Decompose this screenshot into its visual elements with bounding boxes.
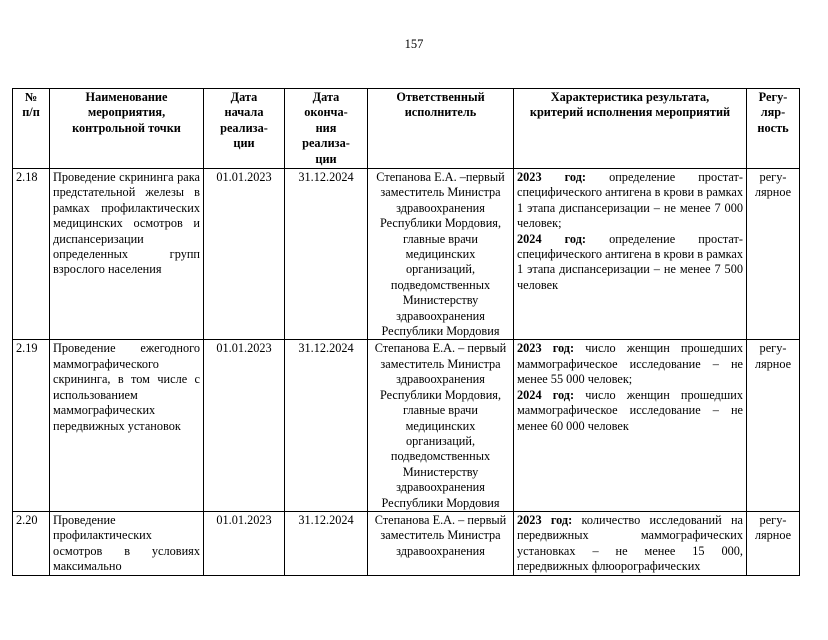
result-entry [517, 341, 743, 387]
regularity: регу-лярное [747, 169, 800, 340]
row-number: 2.18 [13, 169, 50, 340]
regularity: регу-лярное [747, 340, 800, 511]
activity-name: Проведение скрининга рака предстательной железы в рамках профилактических медицинских осмотров и диспансеризации определенных групп взрослого населения [50, 169, 204, 340]
page-bottom-mask [0, 592, 828, 640]
result-year: 2024 год: [517, 387, 575, 402]
header-end-date [285, 89, 368, 169]
result-entry [517, 513, 743, 575]
result-year: 2023 год: [517, 512, 573, 527]
activities-table [12, 88, 800, 576]
end-date: 31.12.2024 [285, 511, 368, 575]
row-number: 2.20 [13, 511, 50, 575]
table-row [13, 511, 800, 575]
result-text: определение простат-специфического антигена в крови в рамках 1 этапа диспансеризации – не менее 7 000 человек; [517, 170, 743, 231]
end-date: 31.12.2024 [285, 169, 368, 340]
header-start-line: начала [224, 105, 264, 120]
header-end-line: Дата [312, 90, 340, 104]
header-name [50, 89, 204, 169]
result-year: 2024 год: [517, 231, 587, 246]
result-description [514, 511, 747, 575]
end-date: 31.12.2024 [285, 340, 368, 511]
header-start-line: реализа- [220, 120, 268, 135]
result-text: число женщин прошедших маммографическое исследование – не менее 60 000 человек [517, 387, 743, 433]
header-result-line: Характеристика результата, [550, 90, 710, 104]
responsible: Степанова Е.А. – первый заместитель Министра здравоохранения Республики Мордовия, главные врачи медицинских организаций, подведомственных Министерству здравоохранения Республики Мордовия [368, 340, 514, 511]
activity-name: Проведение профилактических осмотров в условиях максимально [50, 511, 204, 575]
row-number: 2.19 [13, 340, 50, 511]
header-end-line: реализа- [302, 136, 350, 151]
header-name-line: мероприятия, [87, 105, 166, 120]
header-num [13, 89, 50, 169]
responsible: Степанова Е.А. –первый заместитель Министра здравоохранения Республики Мордовия, главные врачи медицинских организаций, подведомственных Министерству здравоохранения Республики Мордовия [368, 169, 514, 340]
start-date: 01.01.2023 [204, 340, 285, 511]
page-number: 157 [404, 37, 424, 51]
header-num-line: № [24, 90, 38, 104]
result-year: 2023 год: [517, 170, 587, 184]
table-row [13, 169, 800, 340]
header-regularity-line: Регу- [758, 90, 788, 104]
regularity: регу-лярное [747, 511, 800, 575]
header-start-line: ции [233, 136, 255, 151]
header-regularity-line: ляр- [760, 105, 786, 120]
result-text: количество исследований на передвижных маммографических установках – не менее 15 000, передвижных флюорографических [517, 512, 743, 574]
table-row [13, 340, 800, 511]
header-end-line: оконча- [304, 105, 348, 120]
header-name-line: Наименование [85, 90, 168, 104]
header-result-line: критерий исполнения мероприятий [529, 105, 731, 120]
header-start-date [204, 89, 285, 169]
header-name-line: контрольной точки [72, 120, 181, 135]
result-year: 2023 год: [517, 341, 575, 356]
header-responsible-line: Ответственный [396, 90, 485, 104]
header-end-line: ции [315, 151, 337, 166]
header-regularity-line: ность [757, 120, 789, 135]
header-regularity [747, 89, 800, 169]
result-entry [517, 170, 743, 232]
result-description [514, 169, 747, 340]
start-date: 01.01.2023 [204, 511, 285, 575]
header-responsible-line: исполнитель [404, 105, 477, 120]
result-entry [517, 232, 743, 294]
header-start-line: Дата [230, 90, 258, 104]
header-end-line: ния [315, 120, 337, 135]
header-responsible [368, 89, 514, 169]
header-result [514, 89, 747, 169]
header-num-line: п/п [22, 105, 40, 120]
responsible: Степанова Е.А. – первый заместитель Министра здравоохранения [368, 511, 514, 575]
result-text: определение простат-специфического антигена в крови в рамках 1 этапа диспансеризации – не менее 7 500 человек [517, 231, 743, 292]
result-description [514, 340, 747, 511]
activity-name: Проведение ежегодного маммографического скрининга, в том числе с использованием маммографических передвижных установок [50, 340, 204, 511]
start-date: 01.01.2023 [204, 169, 285, 340]
result-text: число женщин прошедших маммографическое исследование – не менее 55 000 человек; [517, 341, 743, 387]
table-header-row [13, 89, 800, 169]
result-entry [517, 388, 743, 434]
